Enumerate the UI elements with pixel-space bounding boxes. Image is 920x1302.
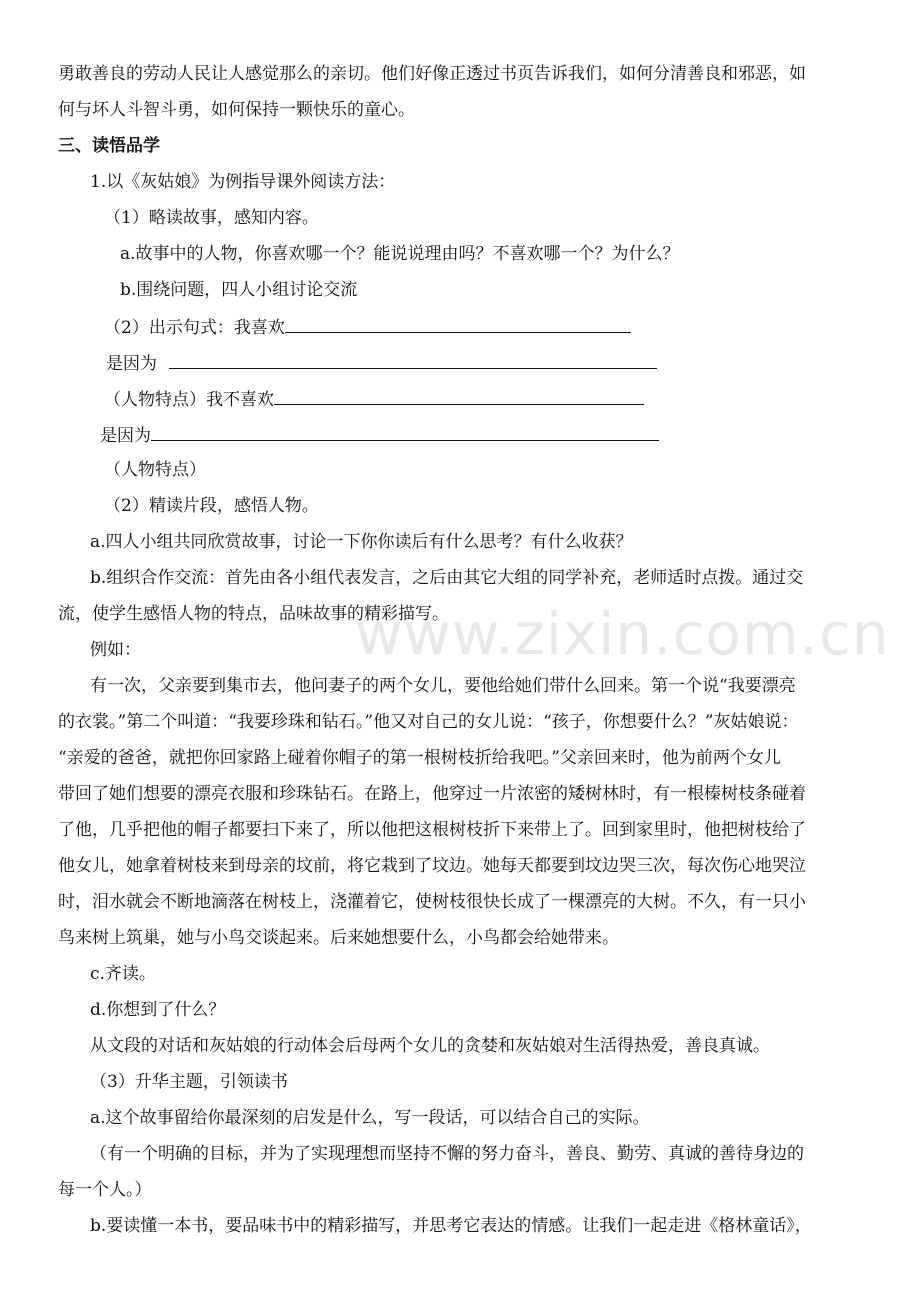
list-item: a.四人小组共同欣赏故事，讨论一下你你读后有什么思考？有什么收获？ [90,532,633,552]
fill-in-blank [151,422,659,441]
sentence-pattern-line [106,350,657,374]
list-item: b.要读懂一本书，要品味书中的精彩描写，并思考它表达的情感。让我们一起走进《格林童话》， [90,1216,812,1236]
paragraph-line: （有一个明确的目标，并为了实现理想而坚持不懈的努力奋斗，善良、勤劳、真诚的善待身边的 [90,1144,804,1164]
list-item: a.故事中的人物，你喜欢哪一个？能说说理由吗？不喜欢哪一个？为什么？ [120,244,680,264]
story-line: 带回了她们想要的漂亮衣服和珍珠钻石。在路上，他穿过一片浓密的矮树林时，有一根榛树枝条碰着 [58,784,806,804]
list-item: a.这个故事留给你最深刻的启发是什么，写一段话，可以结合自己的实际。 [90,1108,650,1128]
sentence-pattern-label: （人物特点）我不喜欢 [104,390,274,410]
fill-in-blank [274,386,644,405]
sentence-pattern-label: 是因为 [106,354,157,374]
fill-in-blank [169,350,657,369]
story-line: 了他，几乎把他的帽子都要扫下来了，所以他把这根树枝折下来带上了。回到家里时，他把树枝给了 [58,820,806,840]
list-item: b.组织合作交流：首先由各小组代表发言，之后由其它大组的同学补充，老师适时点拨。通过交 [90,568,804,588]
sentence-pattern-line: （人物特点） [104,460,206,480]
paragraph-line: 流，使学生感悟人物的特点，品味故事的精彩描写。 [58,604,449,624]
sentence-pattern-line [104,314,631,338]
sentence-pattern-label: （2）出示句式：我喜欢 [104,318,285,338]
section-heading: 三、读悟品学 [58,136,160,156]
story-line: “亲爱的爸爸，就把你回家路上碰着你帽子的第一根树枝折给我吧。”父亲回来时，他为前两个女儿 [58,748,781,768]
paragraph-line: 从文段的对话和灰姑娘的行动体会后母两个女儿的贪婪和灰姑娘对生活得热爱，善良真诚。 [90,1036,770,1056]
story-line: 他女儿，她拿着树枝来到母亲的坟前，将它栽到了坟边。她每天都要到坟边哭三次，每次伤心地哭泣 [58,856,806,876]
list-item: c.齐读。 [90,964,156,984]
paragraph-line: 例如： [90,640,141,660]
list-item: （3）升华主题，引领读书 [90,1072,288,1092]
list-item: d.你想到了什么？ [90,1000,226,1020]
sentence-pattern-line [100,422,659,446]
sentence-pattern-line [104,386,644,410]
list-item: （1）略读故事，感知内容。 [104,208,319,228]
story-line: 有一次，父亲要到集市去，他问妻子的两个女儿，要他给她们带什么回来。第一个说“我要漂亮 [90,676,796,696]
story-line: 时，泪水就会不断地滴落在树枝上，浇灌着它，使树枝很快长成了一棵漂亮的大树。不久，有一只小 [58,892,806,912]
watermark: www.zixin.com.cn [355,600,890,668]
sentence-pattern-label: 是因为 [100,426,151,446]
story-line: 鸟来树上筑巢，她与小鸟交谈起来。后来她想要什么，小鸟都会给她带来。 [58,928,619,948]
paragraph-line: 每一个人。） [58,1180,152,1200]
list-item: 1.以《灰姑娘》为例指导课外阅读方法： [90,172,396,192]
list-item: b.围绕问题，四人小组讨论交流 [120,280,358,300]
list-item: （2）精读片段，感悟人物。 [104,496,319,516]
paragraph-line: 勇敢善良的劳动人民让人感觉那么的亲切。他们好像正透过书页告诉我们，如何分清善良和邪恶，如 [58,64,806,84]
fill-in-blank [285,314,631,333]
paragraph-line: 何与坏人斗智斗勇，如何保持一颗快乐的童心。 [58,100,415,120]
story-line: 的衣裳。”第二个叫道：“我要珍珠和钻石。”他又对自己的女儿说：“孩子，你想要什么？”灰姑娘说： [58,712,799,732]
